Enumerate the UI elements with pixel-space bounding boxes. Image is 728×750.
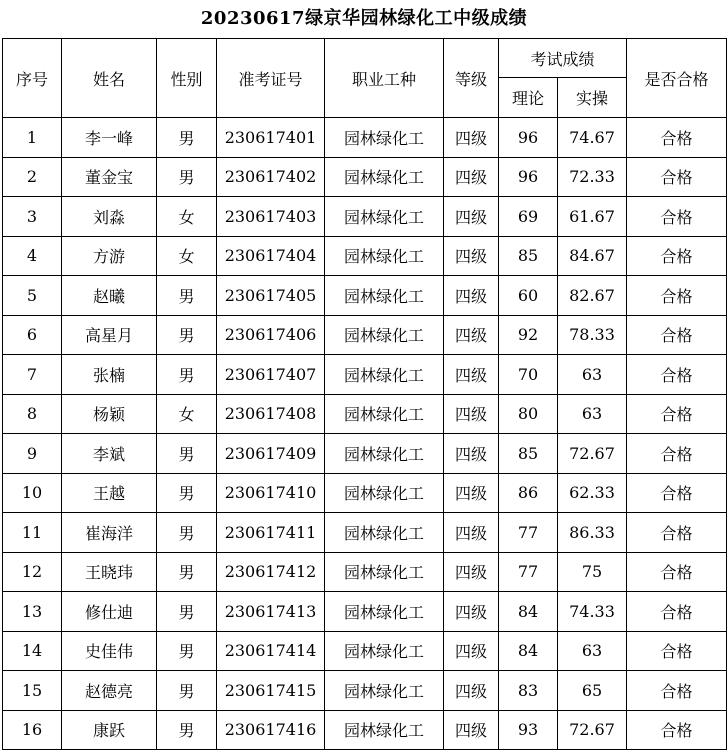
cell-level: 四级 <box>444 197 499 237</box>
cell-job: 园林绿化工 <box>325 434 444 474</box>
cell-practice: 63 <box>558 355 627 395</box>
cell-pass: 合格 <box>627 473 727 513</box>
cell-gender: 男 <box>157 434 217 474</box>
cell-theory: 60 <box>499 276 558 316</box>
table-row <box>3 157 727 197</box>
cell-name: 崔海洋 <box>62 513 157 553</box>
cell-level: 四级 <box>444 276 499 316</box>
cell-index: 1 <box>3 118 62 158</box>
cell-index: 11 <box>3 513 62 553</box>
cell-ticket: 230617412 <box>217 552 325 592</box>
cell-name: 李一峰 <box>62 118 157 158</box>
cell-job: 园林绿化工 <box>325 671 444 711</box>
cell-job: 园林绿化工 <box>325 157 444 197</box>
cell-level: 四级 <box>444 473 499 513</box>
page-title: 20230617绿京华园林绿化工中级成绩 <box>200 8 528 29</box>
cell-ticket: 230617411 <box>217 513 325 553</box>
cell-level: 四级 <box>444 236 499 276</box>
cell-index: 12 <box>3 552 62 592</box>
table-row <box>3 631 727 671</box>
cell-index: 15 <box>3 671 62 711</box>
cell-index: 6 <box>3 315 62 355</box>
cell-level: 四级 <box>444 434 499 474</box>
cell-theory: 96 <box>499 157 558 197</box>
cell-practice: 63 <box>558 631 627 671</box>
cell-job: 园林绿化工 <box>325 315 444 355</box>
cell-pass: 合格 <box>627 394 727 434</box>
cell-name: 赵曦 <box>62 276 157 316</box>
table-row <box>3 118 727 158</box>
cell-theory: 85 <box>499 434 558 474</box>
header-ticket: 准考证号 <box>217 39 325 118</box>
table-row <box>3 197 727 237</box>
cell-practice: 74.67 <box>558 118 627 158</box>
cell-name: 王越 <box>62 473 157 513</box>
cell-pass: 合格 <box>627 355 727 395</box>
cell-gender: 男 <box>157 276 217 316</box>
table-row <box>3 276 727 316</box>
cell-theory: 70 <box>499 355 558 395</box>
cell-practice: 74.33 <box>558 592 627 632</box>
header-exam: 考试成绩 <box>499 39 627 78</box>
cell-practice: 84.67 <box>558 236 627 276</box>
cell-practice: 78.33 <box>558 315 627 355</box>
cell-level: 四级 <box>444 394 499 434</box>
table-row <box>3 513 727 553</box>
cell-ticket: 230617403 <box>217 197 325 237</box>
cell-job: 园林绿化工 <box>325 236 444 276</box>
cell-pass: 合格 <box>627 197 727 237</box>
cell-name: 李斌 <box>62 434 157 474</box>
cell-level: 四级 <box>444 671 499 711</box>
table-row <box>3 355 727 395</box>
cell-gender: 男 <box>157 355 217 395</box>
header-practice: 实操 <box>558 78 627 118</box>
table-row <box>3 434 727 474</box>
cell-name: 董金宝 <box>62 157 157 197</box>
cell-job: 园林绿化工 <box>325 552 444 592</box>
table-row <box>3 552 727 592</box>
cell-job: 园林绿化工 <box>325 118 444 158</box>
cell-level: 四级 <box>444 513 499 553</box>
cell-level: 四级 <box>444 118 499 158</box>
cell-pass: 合格 <box>627 236 727 276</box>
cell-index: 5 <box>3 276 62 316</box>
cell-index: 8 <box>3 394 62 434</box>
cell-ticket: 230617404 <box>217 236 325 276</box>
cell-theory: 80 <box>499 394 558 434</box>
cell-pass: 合格 <box>627 631 727 671</box>
cell-practice: 72.33 <box>558 157 627 197</box>
cell-ticket: 230617402 <box>217 157 325 197</box>
header-theory: 理论 <box>499 78 558 118</box>
results-table <box>2 38 727 750</box>
cell-pass: 合格 <box>627 513 727 553</box>
table-row <box>3 315 727 355</box>
cell-job: 园林绿化工 <box>325 355 444 395</box>
cell-job: 园林绿化工 <box>325 513 444 553</box>
cell-index: 9 <box>3 434 62 474</box>
cell-ticket: 230617407 <box>217 355 325 395</box>
cell-gender: 女 <box>157 197 217 237</box>
cell-gender: 男 <box>157 315 217 355</box>
cell-ticket: 230617414 <box>217 631 325 671</box>
results-body <box>3 118 727 750</box>
cell-pass: 合格 <box>627 276 727 316</box>
table-row <box>3 592 727 632</box>
cell-practice: 72.67 <box>558 710 627 750</box>
header-gender: 性别 <box>157 39 217 118</box>
header-level: 等级 <box>444 39 499 118</box>
cell-name: 高星月 <box>62 315 157 355</box>
cell-theory: 84 <box>499 592 558 632</box>
table-row <box>3 710 727 750</box>
cell-index: 10 <box>3 473 62 513</box>
cell-practice: 61.67 <box>558 197 627 237</box>
cell-name: 修仕迪 <box>62 592 157 632</box>
cell-pass: 合格 <box>627 157 727 197</box>
cell-ticket: 230617408 <box>217 394 325 434</box>
cell-job: 园林绿化工 <box>325 394 444 434</box>
cell-job: 园林绿化工 <box>325 197 444 237</box>
cell-index: 13 <box>3 592 62 632</box>
cell-theory: 69 <box>499 197 558 237</box>
cell-job: 园林绿化工 <box>325 631 444 671</box>
cell-pass: 合格 <box>627 592 727 632</box>
cell-name: 刘淼 <box>62 197 157 237</box>
header-index: 序号 <box>3 39 62 118</box>
table-row <box>3 394 727 434</box>
cell-gender: 男 <box>157 513 217 553</box>
cell-theory: 77 <box>499 513 558 553</box>
cell-pass: 合格 <box>627 434 727 474</box>
cell-job: 园林绿化工 <box>325 473 444 513</box>
cell-practice: 75 <box>558 552 627 592</box>
cell-ticket: 230617401 <box>217 118 325 158</box>
cell-theory: 96 <box>499 118 558 158</box>
cell-gender: 女 <box>157 394 217 434</box>
cell-gender: 男 <box>157 592 217 632</box>
cell-name: 方游 <box>62 236 157 276</box>
cell-level: 四级 <box>444 315 499 355</box>
cell-practice: 72.67 <box>558 434 627 474</box>
cell-index: 4 <box>3 236 62 276</box>
cell-gender: 男 <box>157 473 217 513</box>
cell-pass: 合格 <box>627 315 727 355</box>
cell-name: 赵德亮 <box>62 671 157 711</box>
cell-gender: 男 <box>157 631 217 671</box>
cell-ticket: 230617413 <box>217 592 325 632</box>
cell-pass: 合格 <box>627 552 727 592</box>
cell-index: 16 <box>3 710 62 750</box>
cell-ticket: 230617409 <box>217 434 325 474</box>
cell-name: 王晓玮 <box>62 552 157 592</box>
cell-name: 张楠 <box>62 355 157 395</box>
cell-practice: 65 <box>558 671 627 711</box>
cell-ticket: 230617410 <box>217 473 325 513</box>
cell-level: 四级 <box>444 157 499 197</box>
cell-index: 7 <box>3 355 62 395</box>
cell-ticket: 230617415 <box>217 671 325 711</box>
cell-theory: 84 <box>499 631 558 671</box>
cell-theory: 92 <box>499 315 558 355</box>
cell-gender: 男 <box>157 157 217 197</box>
cell-practice: 62.33 <box>558 473 627 513</box>
cell-practice: 82.67 <box>558 276 627 316</box>
cell-level: 四级 <box>444 552 499 592</box>
cell-pass: 合格 <box>627 671 727 711</box>
cell-gender: 男 <box>157 552 217 592</box>
cell-ticket: 230617406 <box>217 315 325 355</box>
cell-level: 四级 <box>444 355 499 395</box>
cell-pass: 合格 <box>627 118 727 158</box>
cell-level: 四级 <box>444 631 499 671</box>
cell-practice: 86.33 <box>558 513 627 553</box>
cell-name: 史佳伟 <box>62 631 157 671</box>
cell-job: 园林绿化工 <box>325 592 444 632</box>
cell-gender: 男 <box>157 671 217 711</box>
cell-job: 园林绿化工 <box>325 710 444 750</box>
cell-theory: 93 <box>499 710 558 750</box>
cell-gender: 男 <box>157 118 217 158</box>
cell-pass: 合格 <box>627 710 727 750</box>
cell-theory: 77 <box>499 552 558 592</box>
cell-job: 园林绿化工 <box>325 276 444 316</box>
cell-index: 3 <box>3 197 62 237</box>
header-job: 职业工种 <box>325 39 444 118</box>
cell-index: 14 <box>3 631 62 671</box>
cell-theory: 86 <box>499 473 558 513</box>
cell-level: 四级 <box>444 592 499 632</box>
cell-gender: 男 <box>157 710 217 750</box>
cell-ticket: 230617405 <box>217 276 325 316</box>
header-pass: 是否合格 <box>627 39 727 118</box>
header-name: 姓名 <box>62 39 157 118</box>
cell-name: 杨颖 <box>62 394 157 434</box>
cell-name: 康跃 <box>62 710 157 750</box>
cell-level: 四级 <box>444 710 499 750</box>
table-row <box>3 236 727 276</box>
cell-gender: 女 <box>157 236 217 276</box>
cell-theory: 85 <box>499 236 558 276</box>
table-row <box>3 671 727 711</box>
cell-practice: 63 <box>558 394 627 434</box>
table-row <box>3 473 727 513</box>
cell-index: 2 <box>3 157 62 197</box>
cell-ticket: 230617416 <box>217 710 325 750</box>
cell-theory: 83 <box>499 671 558 711</box>
